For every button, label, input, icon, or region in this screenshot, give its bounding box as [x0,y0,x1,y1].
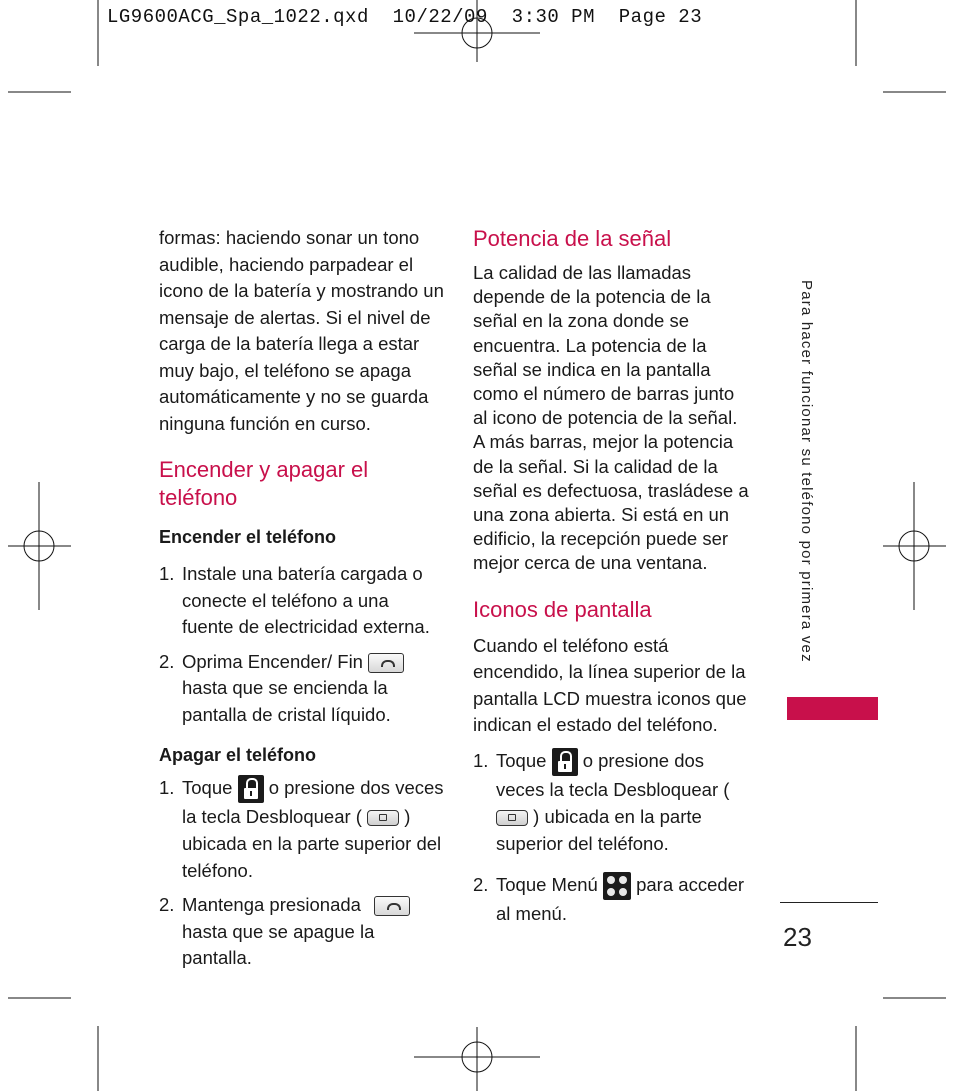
icons-heading: Iconos de pantalla [473,596,652,622]
step-text: Mantenga presionada [182,894,361,916]
icons-step-1 [473,747,751,857]
left-column [159,225,444,972]
unlock-key-icon [496,810,528,826]
step-text-end: ) ubicada en la parte superior del teléfono. [182,806,442,882]
power-off-subheading: Apagar el teléfono [159,745,317,765]
step-text-end: ) ubicada en la parte superior del teléfono. [496,805,702,854]
power-section-heading: Encender y apagar el teléfono [159,457,369,510]
signal-paragraph: La calidad de las llamadas depende de la potencia de la señal en la zona donde se encuentra. La potencia de la señal se indica en la pantalla como el número de barras junto al icono de potencia de la señal. A más barras, mejor la potencia de la señal. Si la calidad de la señal es defectuosa, trasládese a una zona abierta. Si está en un edificio, la recepción puede ser mejor cerca de una ventana. [473,262,749,574]
power-off-step-1 [159,774,444,884]
power-on-step-1 [159,561,444,641]
step-text: Toque [496,749,547,771]
step-number: 1. [473,749,489,771]
step-text-cont: o presione dos veces la tecla Desbloquear ( [182,777,444,828]
intro-paragraph: formas: haciendo sonar un tono audible, haciendo parpadear el icono de la batería y mostrando un mensaje de alertas. Si el nivel de carga de la batería llega a estar muy bajo, el teléfono se apaga automáticamente y no se guarda ninguna función en curso. [159,227,444,434]
chapter-sidebar-text: Para hacer funcionar su teléfono por primera vez [798,280,815,663]
end-key-icon [374,896,410,916]
step-text-cont: hasta que se encienda la pantalla de cristal líquido. [182,677,391,725]
end-key-icon [368,653,404,673]
step-text-cont: o presione dos veces la tecla Desbloquear ( [496,749,730,800]
menu-icon [603,872,631,900]
step-number: 2. [159,650,175,672]
unlock-key-icon [367,810,399,826]
lock-icon [552,748,578,776]
power-on-subheading: Encender el teléfono [159,527,337,547]
step-text: Toque [182,777,233,798]
power-off-step-2 [159,892,444,972]
power-on-step-2 [159,649,444,729]
signal-heading: Potencia de la señal [473,226,672,251]
step-number: 2. [159,894,175,916]
page-number-rule [780,902,878,903]
step-number: 1. [159,777,175,798]
chapter-tab [787,697,878,720]
step-text-cont: hasta que se apague la pantalla. [182,920,375,969]
lock-icon [238,775,264,803]
step-text-cont: para acceder al menú. [496,873,745,924]
step-number: 1. [159,563,175,584]
icons-step-2 [473,871,751,927]
file-slug: LG9600ACG_Spa_1022.qxd 10/22/09 3:30 PM Page 23 [107,6,703,28]
right-column [473,225,751,927]
icons-paragraph: Cuando el teléfono está encendido, la línea superior de la pantalla LCD muestra iconos que indican el estado del teléfono. [473,634,747,736]
step-text: Oprima Encender/ Fin [182,650,363,672]
step-number: 2. [473,873,489,895]
step-text: Toque Menú [496,873,598,895]
step-text: Instale una batería cargada o conecte el teléfono a una fuente de electricidad externa. [182,563,430,637]
page-number: 23 [783,922,812,952]
